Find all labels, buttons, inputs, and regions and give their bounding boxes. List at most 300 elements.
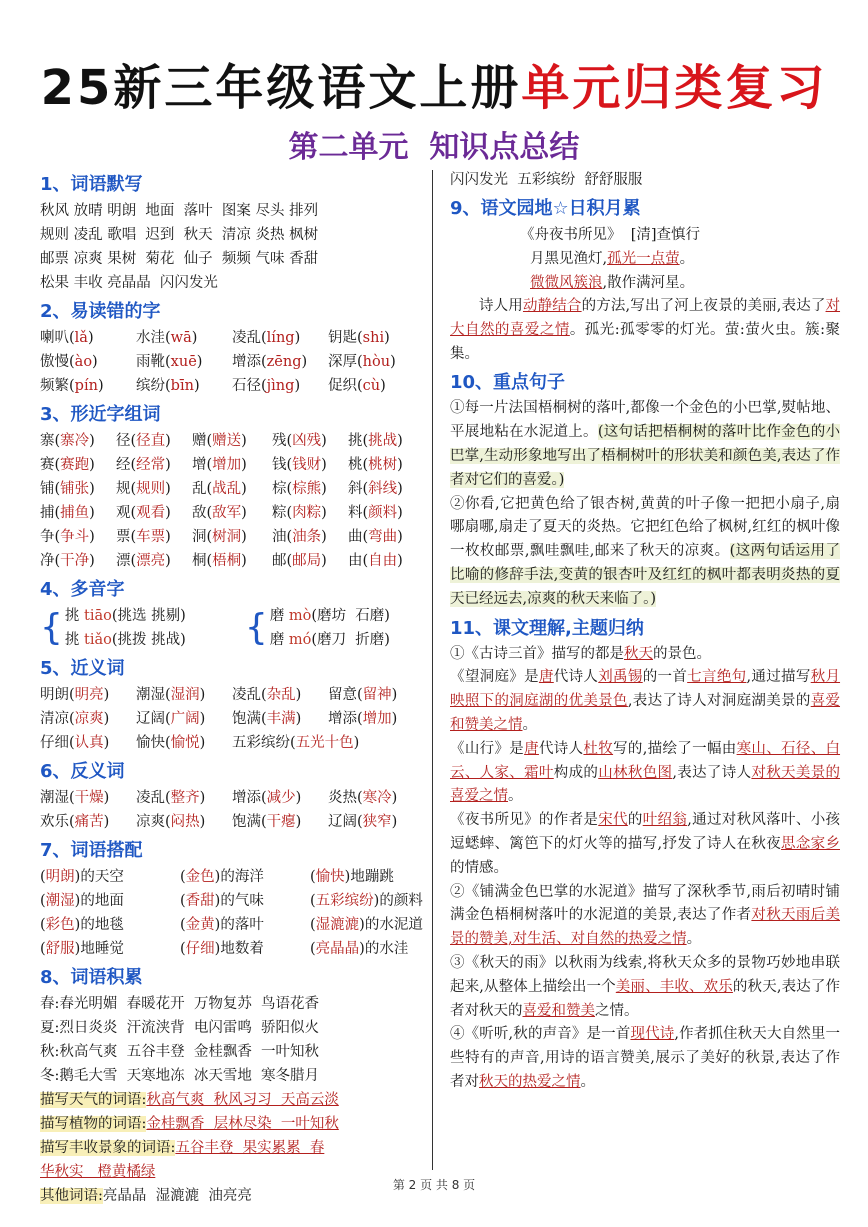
word: )的颜料 [373,893,423,909]
season-row: 夏:烈日炎炎 汗流浃背 电闪雷鸣 骄阳似火 [40,1020,320,1036]
char: 规( [116,481,137,497]
synonym-list [40,683,425,755]
section-title: 7、词语搭配 [40,840,143,861]
char: 残( [272,433,293,449]
answer: 凶残 [292,433,322,449]
section-title: 8、词语积累 [40,967,143,988]
text: 。 [686,931,702,948]
answer: 挑战 [368,433,398,449]
title-part-black: 25新三年级语文上册 [40,60,522,116]
paren: ) [295,790,302,806]
word: 潮湿( [136,687,171,703]
answer: 金黄 [185,917,215,933]
similar-char-item [348,501,425,525]
pinyin: ào [74,354,93,370]
similar-char-item [40,453,116,477]
section-title: 11、课文理解,主题归纳 [450,617,644,639]
pinyin: xuē [170,354,197,370]
answer: 铺张 [60,481,90,497]
paren: ) [294,378,301,394]
word: 欢乐( [40,814,75,830]
word-pair [40,683,136,707]
word-pair [136,683,232,707]
pronunciation-item [40,326,136,350]
text: ①《古诗三首》描写的都是 [450,645,624,662]
left-column [40,168,425,1208]
paren: ( [180,917,186,933]
word: )的天空 [74,869,124,885]
key-phrase: 七言绝句 [687,669,747,686]
word: 愉快( [136,735,171,751]
word: 凉爽( [136,814,171,830]
char: 增( [192,457,213,473]
right-column [450,168,840,1095]
collocation-item [180,937,310,961]
word: 明朗( [40,687,75,703]
pronunciation-row [40,326,425,350]
pinyin: zēng [266,354,302,370]
answer: 肉粽 [292,505,322,521]
similar-char-item [272,453,348,477]
similar-char-item [272,429,348,453]
paren: ) [397,505,403,521]
text: ,表达了诗人对洞庭湖美景的 [627,693,811,710]
word: )的气味 [214,893,264,909]
answer: 赠送 [212,433,242,449]
pronunciation-item [136,350,232,374]
paren: ( [180,941,186,957]
paren: ) [397,553,403,569]
pronunciation-item [328,374,425,398]
word-pair [232,707,328,731]
paren: ) [165,553,171,569]
pinyin: bīn [170,378,194,394]
answer: 寨冷 [60,433,90,449]
paren: ) [321,553,327,569]
paren: ) [165,529,171,545]
paren: ( [40,917,46,933]
collocation-item [180,889,310,913]
word: 辽阔( [136,711,171,727]
word-row: 松果 丰收 亮晶晶 闪闪发光 [40,275,218,291]
similar-char-item [192,453,272,477]
char: 洞( [192,529,213,545]
paren: ( [40,869,46,885]
word-pair-row [40,731,425,755]
paren: ) [103,814,110,830]
collocation-item [40,937,180,961]
similar-char-list [40,429,425,573]
similar-char-row [40,477,425,501]
page-title [0,48,868,128]
char: 寨( [40,433,61,449]
word-pair-row [40,683,425,707]
collocation-item [310,913,425,937]
pinyin: shi [362,330,385,346]
paren: ) [397,481,403,497]
word: 增添( [232,354,267,370]
word-pair [232,786,328,810]
answer: 香甜 [185,893,215,909]
paren: ) [353,735,360,751]
word: )的海洋 [214,869,264,885]
key-phrase: 喜爱和赞美之情 [450,693,841,733]
answer: 观看 [136,505,166,521]
answer: 漂亮 [136,553,166,569]
answer: 闷热 [170,814,200,830]
answer: 斜线 [368,481,398,497]
summary-paragraph [450,809,840,880]
word: 水洼( [136,330,171,346]
collocation-item [40,889,180,913]
word-pair-row [40,786,425,810]
answer: 五彩缤纷 [315,893,374,909]
word-pair [328,707,425,731]
answer: 棕熊 [292,481,322,497]
word-row: 邮票 凉爽 果树 菊花 仙子 频频 气味 香甜 [40,251,319,267]
key-sentence: ②你看,它把黄色给了银杏树,黄黄的叶子像一把把小扇子,扇哪扇哪,扇走了夏天的炎热。它把红色给了枫树,红红的枫叶像一枚枚邮票,飘哇飘哇,邮来了秋天的凉爽。(这两句话运用了比喻的修辞手法,变黄的银杏叶及红红的枫叶都表明炎热的夏天已经远去,凉爽的秋天来临了。) [450,495,840,607]
similar-char-item [192,477,272,501]
paren: ) [165,481,171,497]
word: )地蹦跳 [344,869,394,885]
key-phrase: 唐 [538,669,554,686]
word-pair-row [40,707,425,731]
answer: 邮局 [292,553,322,569]
answer: 狭窄 [362,814,392,830]
paren: ) [384,330,390,346]
word-row: 闪闪发光 五彩缤纷 舒舒服服 [450,172,643,188]
text: ④《听听,秋的声音》是一首 [450,1026,631,1043]
key-phrase: 喜爱和赞美 [522,1002,595,1019]
paren: ) [103,711,110,727]
word: 饱满( [232,711,267,727]
key-phrase: 秋月映照下的洞庭湖的优美景色 [450,669,841,710]
word: 石径( [232,378,267,394]
similar-char-item [192,429,272,453]
season-row: 秋:秋高气爽 五谷丰登 金桂飘香 一叶知秋 [40,1044,320,1060]
paren: ) [103,790,110,806]
char: 赠( [192,433,213,449]
paren: ) [191,330,198,346]
paren: ) [241,529,247,545]
key-phrase: 对秋天雨后美景的赞美,对生活、对自然的热爱之情 [450,907,841,948]
pinyin: cù [362,378,381,394]
char: 敌( [192,505,213,521]
similar-char-item [272,549,348,573]
paren: ) [321,529,327,545]
paren: ( [40,893,46,909]
similar-char-item [348,549,425,573]
answer: 广阔 [170,711,200,727]
paren: ) [199,687,206,703]
key-phrase: 现代诗 [630,1026,675,1043]
text: 的 [627,812,643,829]
collocation-item [180,865,310,889]
answer: 丰满 [266,711,296,727]
answer: 亮晶晶 [315,941,360,957]
paren: ) [391,814,398,830]
answer: 捕鱼 [60,505,90,521]
word-pair [40,810,136,834]
text: 的秋天,表达了作者对秋天的 [450,978,841,1019]
similar-char-item [348,429,425,453]
text: 的情感。 [450,859,508,876]
pronunciation-item [136,326,232,350]
paren: ) [89,481,95,497]
word-pair [328,810,425,834]
paren: ( [310,941,316,957]
brace-icon: { [244,607,268,648]
section-title: 9、语文园地☆日积月累 [450,198,641,219]
similar-char-item [40,525,116,549]
text: 《夜书所见》的作者是 [450,812,599,829]
pronunciation-list [40,326,425,398]
similar-char-item [348,453,425,477]
word-row: 规则 凌乱 歌唱 迟到 秋天 清凉 炎热 枫树 [40,227,319,243]
similar-char-item [116,501,192,525]
antonym-list [40,786,425,834]
pronunciation-row [40,350,425,374]
paren: ) [391,790,398,806]
paren: ) [89,553,95,569]
paren: ) [295,687,302,703]
similar-char-item [348,477,425,501]
paren: ) [390,354,396,370]
answer: 湿漉漉 [315,917,360,933]
similar-char-item [272,525,348,549]
answer: 湿润 [170,687,200,703]
key-phrase: 山林秋色图 [598,764,673,781]
text: 构成的 [553,764,599,781]
answer: 敌军 [212,505,242,521]
word-pair [136,786,232,810]
poem [450,223,840,295]
char: 由( [348,553,369,569]
word: 深厚( [328,354,363,370]
similar-char-item [116,429,192,453]
text: ,通过对秋风落叶、小孩逗蟋蟀、篱笆下的灯火等的描写,抒发了诗人在秋夜 [450,812,841,852]
paren: ) [294,330,301,346]
key-phrase: 唐 [524,740,539,757]
paren: ) [241,553,247,569]
similar-char-item [192,525,272,549]
answer: 颜料 [368,505,398,521]
paren: ( [310,869,316,885]
paren: ) [165,457,171,473]
word-pair [136,731,232,755]
answer: 痛苦 [74,814,104,830]
answer: 油条 [292,529,322,545]
poem-note: 诗人用动静结合的方法,写出了河上夜景的美丽,表达了对大自然的喜爱之情。孤光:孤零零的灯光。萤:萤火虫。簇:聚集。 [450,298,841,362]
text: 的景色。 [653,645,711,662]
word: )的水洼 [359,941,409,957]
word-row: 秋风 放晴 明朗 地面 落叶 图案 尽头 排列 [40,203,319,219]
answer: 愉快 [315,869,345,885]
char: 邮( [272,553,293,569]
brace-icon: { [40,607,63,648]
paren: ) [295,711,302,727]
word: 潮湿( [40,790,75,806]
char: 争( [40,529,61,545]
char: 铺( [40,481,61,497]
answer: 干瘪 [266,814,296,830]
pinyin: wā [170,330,192,346]
similar-char-item [40,549,116,573]
char: 油( [272,529,293,545]
answer: 钱财 [292,457,322,473]
answer: 干燥 [74,790,104,806]
word-pair [136,810,232,834]
key-phrase: 秋天的热爱之情 [479,1073,581,1090]
collocation-item [310,937,425,961]
text: 代诗人 [553,669,599,686]
paren: ) [92,354,98,370]
answer: 彩色 [45,917,75,933]
word: 钥匙( [328,330,363,346]
similar-char-row [40,501,425,525]
paren: ) [241,457,247,473]
word-pair-row [40,810,425,834]
word-pair [136,707,232,731]
answer: 争斗 [60,529,90,545]
paren: ) [397,529,403,545]
word: 凌乱( [136,790,171,806]
word: 留意( [328,687,363,703]
paren: ) [391,711,398,727]
similar-char-item [116,453,192,477]
char: 曲( [348,529,369,545]
answer: 减少 [266,790,296,806]
word: 缤纷( [136,378,171,394]
similar-char-row [40,525,425,549]
word: )的地毯 [74,917,124,933]
paren: ) [241,433,247,449]
page-footer: 第 2 页 共 8 页 [392,1178,476,1192]
word: 辽阔( [328,814,363,830]
paren: ) [241,481,247,497]
answer: 潮湿 [45,893,75,909]
paren: ) [321,481,327,497]
key-phrase: 对秋天美景的喜爱之情 [450,764,841,805]
paren: ) [241,505,247,521]
section-title: 6、反义词 [40,761,125,782]
paren: ) [87,330,94,346]
similar-char-item [192,549,272,573]
answer: 认真 [74,735,104,751]
similar-char-item [348,525,425,549]
answer: 桃树 [368,457,398,473]
paren: ) [89,529,95,545]
paren: ) [199,814,206,830]
text: 《望洞庭》是 [450,669,539,686]
pinyin: jìng [266,378,295,394]
word: 促织( [328,378,363,394]
key-phrase: 美丽、丰收、欢乐 [615,978,733,995]
similar-char-row [40,549,425,573]
key-phrase: 秋天 [624,645,653,662]
other-words: 其他词语:亮晶晶 湿漉漉 油亮亮 [40,1188,252,1204]
paren: ) [321,505,327,521]
paren: ( [310,893,316,909]
similar-char-item [116,549,192,573]
pinyin: pín [74,378,98,394]
paren: ) [397,433,403,449]
text: ②《铺满金色巴掌的水泥道》描写了深秋季节,雨后初晴时铺满金色梧桐树落叶的水泥道的美景,表达了作者 [450,883,840,924]
paren: ) [301,354,308,370]
paren: ( [180,869,186,885]
answer: 增加 [362,711,392,727]
polyphone-block: { 挑 tiāo(挑选 挑剔) 挑 tiǎo(挑拨 挑战) { 磨 mò(磨坊 石磨) 磨 mó(磨刀 折磨) [40,604,425,652]
paren: ( [310,917,316,933]
word: 增添( [232,790,267,806]
answer: 经常 [136,457,166,473]
word-pair [232,810,328,834]
plant-words: 描写植物的词语:金桂飘香 层林尽染 一叶知秋 [40,1116,339,1132]
answer: 车票 [136,529,166,545]
text: 。 [522,716,537,733]
poem-line: 微微风簇浪,散作满河星。 [530,275,695,291]
answer: 径直 [136,433,166,449]
word-pair [328,786,425,810]
paren: ) [89,505,95,521]
answer: 仔细 [185,941,215,957]
answer: 五光十色 [295,735,354,751]
text: ,通过描写 [746,669,811,686]
word: 饱满( [232,814,267,830]
pronunciation-item [232,326,328,350]
paren: ) [321,433,327,449]
section-title: 5、近义词 [40,658,125,679]
section-title: 2、易读错的字 [40,301,161,322]
similar-char-item [192,501,272,525]
char: 捕( [40,505,61,521]
key-phrase: 寒山、石径、白云、人家、霜叶 [450,740,841,781]
word: 仔细( [40,735,75,751]
word: 炎热( [328,790,363,806]
similar-char-item [40,477,116,501]
pronunciation-item [40,350,136,374]
summary-paragraph [450,881,840,952]
paren: ) [165,433,171,449]
text: 写的,描绘了一幅由 [613,740,737,757]
word: )的水泥道 [359,917,423,933]
answer: 自由 [368,553,398,569]
char: 净( [40,553,61,569]
similar-char-item [116,477,192,501]
season-row: 冬:鹅毛大雪 天寒地冻 冰天雪地 寒冬腊月 [40,1068,320,1084]
char: 乱( [192,481,213,497]
collocation-row [40,937,425,961]
word-pair [232,731,425,755]
title-part-red: 单元归类复习 [521,60,828,116]
paren: ) [97,378,104,394]
similar-char-item [272,477,348,501]
collocation-row [40,913,425,937]
text: 。 [580,1073,595,1090]
char: 赛( [40,457,61,473]
word: 增添( [328,711,363,727]
char: 钱( [272,457,293,473]
collocation-item [40,865,180,889]
pronunciation-row [40,374,425,398]
char: 观( [116,505,137,521]
paren: ) [103,735,110,751]
text: 《山行》是 [450,740,525,757]
theme-summary [450,643,840,1095]
answer: 战乱 [212,481,242,497]
column-divider [432,170,433,1170]
answer: 树洞 [212,529,242,545]
